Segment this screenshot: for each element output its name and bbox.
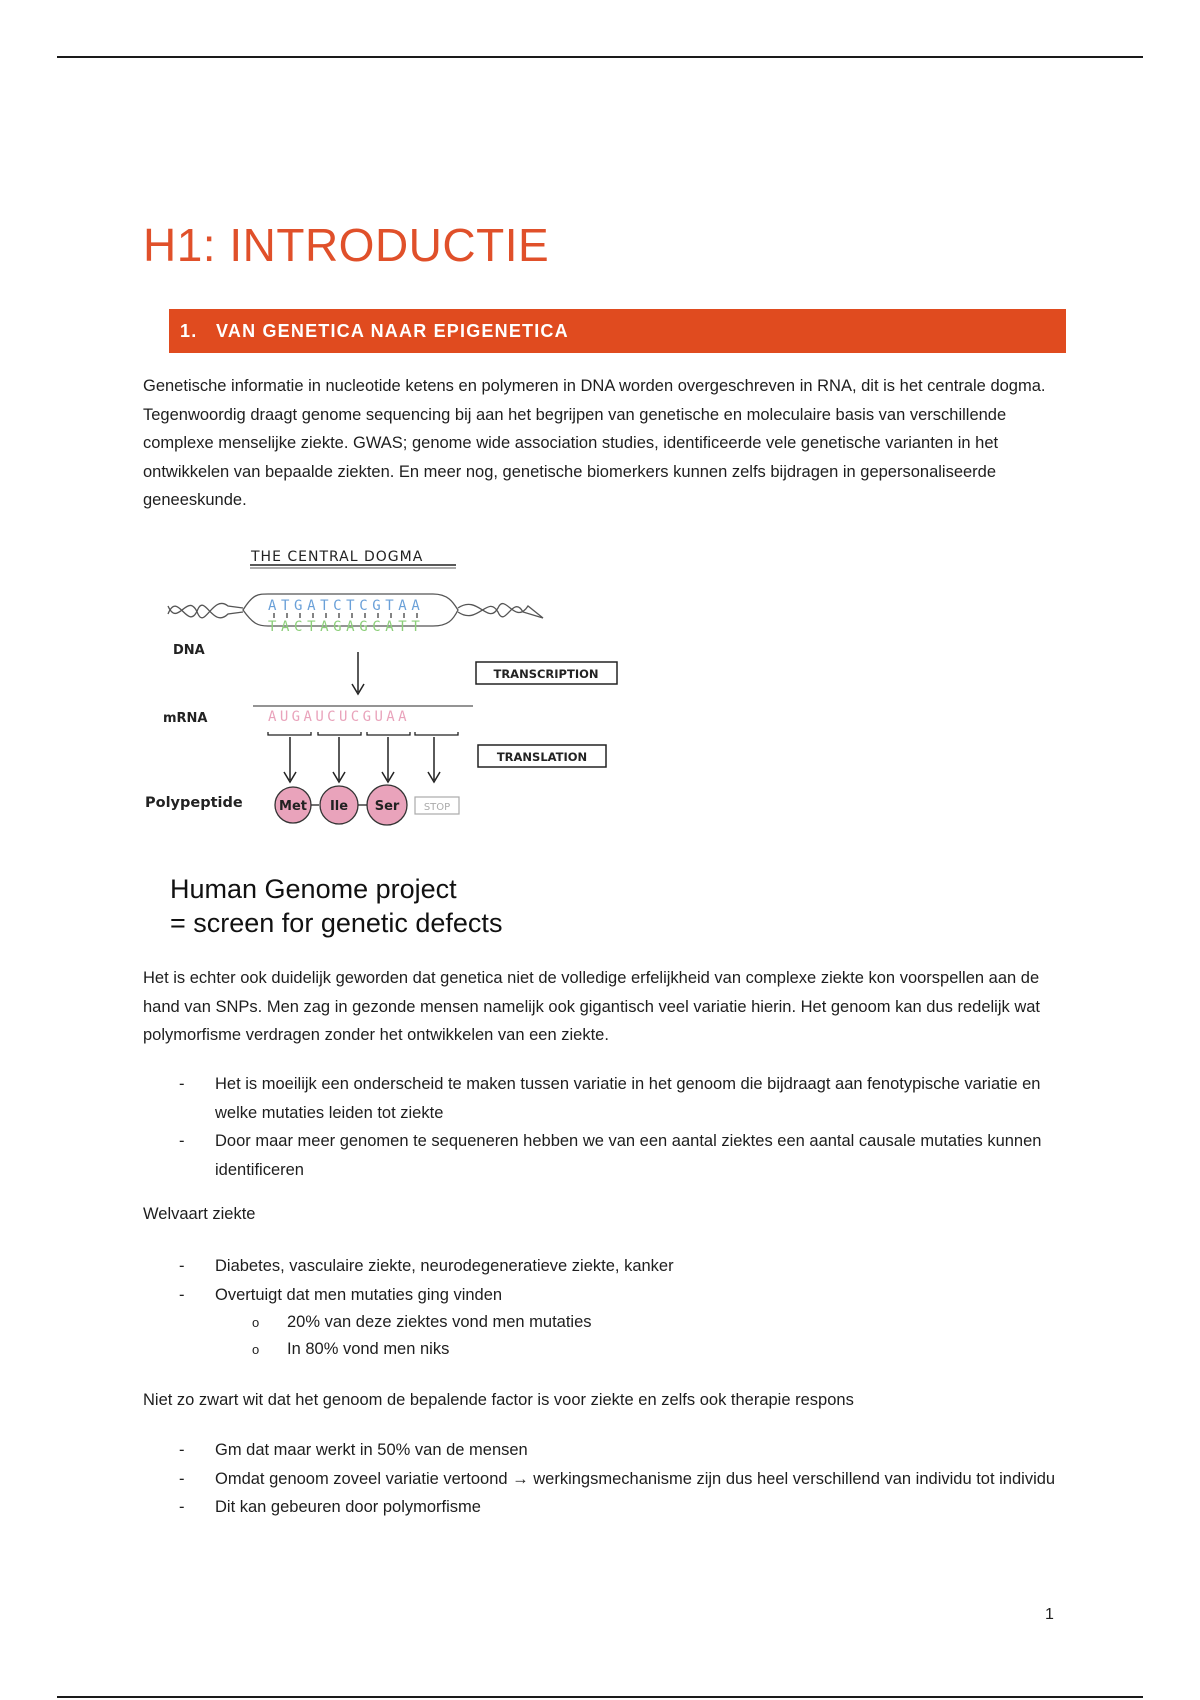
- list-item: [143, 1436, 1063, 1465]
- sub-list-item: [143, 1336, 1063, 1363]
- caption-line-1: Human Genome project: [170, 874, 457, 904]
- transcription-label: TRANSCRIPTION: [493, 667, 599, 681]
- caption-line-2: = screen for genetic defects: [170, 908, 503, 938]
- list-item: [143, 1465, 1063, 1494]
- paragraph-heritability: Het is echter ook duidelijk geworden dat genetica niet de volledige erfelijkheid van complexe ziekte kon voorspellen aan de hand van SNPs. Men zag in gezonde mensen namelijk ook gigantisch veel variatie hierin. Het genoom kan dus redelijk wat polymorfisme verdragen zonder het ontwikkelen van een ziekte.: [143, 969, 1041, 1044]
- bullet-dash: -: [179, 1075, 185, 1093]
- amino-acid-label: Ile: [329, 799, 349, 814]
- bullet-list-welvaart: [143, 1252, 1063, 1363]
- dna-top-strand: ATGATCTCGTAA: [268, 598, 425, 614]
- mrna-label: mRNA: [163, 711, 208, 726]
- chapter-heading: H1: INTRODUCTIE: [143, 219, 550, 271]
- section-number: 1.: [180, 320, 198, 341]
- bullet-dash: -: [179, 1132, 185, 1150]
- bullet-circle: o: [252, 1342, 260, 1357]
- bullet-dash: -: [179, 1257, 185, 1275]
- dna-label: DNA: [173, 643, 205, 658]
- dna-bottom-strand: TACTAGAGCATT: [268, 619, 425, 635]
- footer-rule: [57, 1696, 1143, 1698]
- list-item-text: Overtuigt dat men mutaties ging vinden: [215, 1285, 503, 1304]
- figure-title: THE CENTRAL DOGMA: [251, 549, 424, 565]
- section-heading-bar: [169, 309, 1066, 353]
- list-item: [143, 1493, 1063, 1522]
- bullet-circle: o: [252, 1315, 260, 1330]
- sub-list-item: [143, 1309, 1063, 1336]
- list-item: [143, 1070, 1063, 1127]
- bullet-list-therapy: [143, 1436, 1063, 1522]
- list-item: [143, 1281, 1063, 1310]
- paragraph-welvaart: Welvaart ziekte: [143, 1205, 256, 1223]
- paragraph-therapy: Niet zo zwart wit dat het genoom de bepalende factor is voor ziekte en zelfs ook therapie respons: [143, 1391, 854, 1409]
- list-item-text: Diabetes, vasculaire ziekte, neurodegeneratieve ziekte, kanker: [215, 1257, 674, 1275]
- translation-label: TRANSLATION: [496, 750, 588, 764]
- amino-acid-label: Ser: [374, 799, 400, 814]
- header-rule: [57, 56, 1143, 58]
- bullet-dash: -: [179, 1469, 185, 1488]
- figure-caption: [170, 872, 502, 940]
- bullet-dash: -: [179, 1441, 185, 1459]
- page-number: 1: [1045, 1606, 1054, 1623]
- bullet-dash: -: [179, 1285, 185, 1304]
- bullet-list-variation: [143, 1070, 1063, 1184]
- polypeptide-label: Polypeptide: [145, 795, 243, 811]
- stop-label: STOP: [423, 802, 451, 813]
- list-item-text: Omdat genoom zoveel variatie vertoond → werkingsmechanisme zijn dus heel verschillend van individu tot individu: [215, 1469, 1056, 1488]
- intro-paragraph: Genetische informatie in nucleotide ketens en polymeren in DNA worden overgeschreven in RNA, dit is het centrale dogma. Tegenwoordig draagt genome sequencing bij aan het begrijpen van genetische en moleculaire basis van verschillende complexe menselijke ziekte. GWAS; genome wide association studies, identificeerde vele genetische varianten in het ontwikkelen van bepaalde ziekten. En meer nog, genetische biomerkers kunnen zelfs bijdragen in gepersonaliseerde geneeskunde.: [143, 377, 1046, 509]
- list-item-text: 20% van deze ziektes vond men mutaties: [287, 1313, 592, 1331]
- list-item-text: Door maar meer genomen te sequeneren hebben we van een aantal ziektes een aantal causale mutaties kunnen identificeren: [215, 1132, 1042, 1179]
- mrna-sequence: AUGAUCUCGUAA: [268, 709, 410, 725]
- list-item: [143, 1252, 1063, 1281]
- list-item-text: Gm dat maar werkt in 50% van de mensen: [215, 1441, 528, 1459]
- codon-brackets: [268, 732, 458, 735]
- amino-acid-label: Met: [279, 799, 307, 814]
- section-title: VAN GENETICA NAAR EPIGENETICA: [216, 320, 569, 341]
- list-item-text: In 80% vond men niks: [287, 1340, 450, 1358]
- list-item-text: Dit kan gebeuren door polymorfisme: [215, 1498, 481, 1516]
- bullet-dash: -: [179, 1498, 185, 1516]
- list-item: [143, 1127, 1063, 1184]
- translation-arrows: [284, 737, 440, 782]
- list-item-text: Het is moeilijk een onderscheid te maken tussen variatie in het genoom die bijdraagt aan fenotypische variatie en welke mutaties leiden tot ziekte: [215, 1075, 1041, 1122]
